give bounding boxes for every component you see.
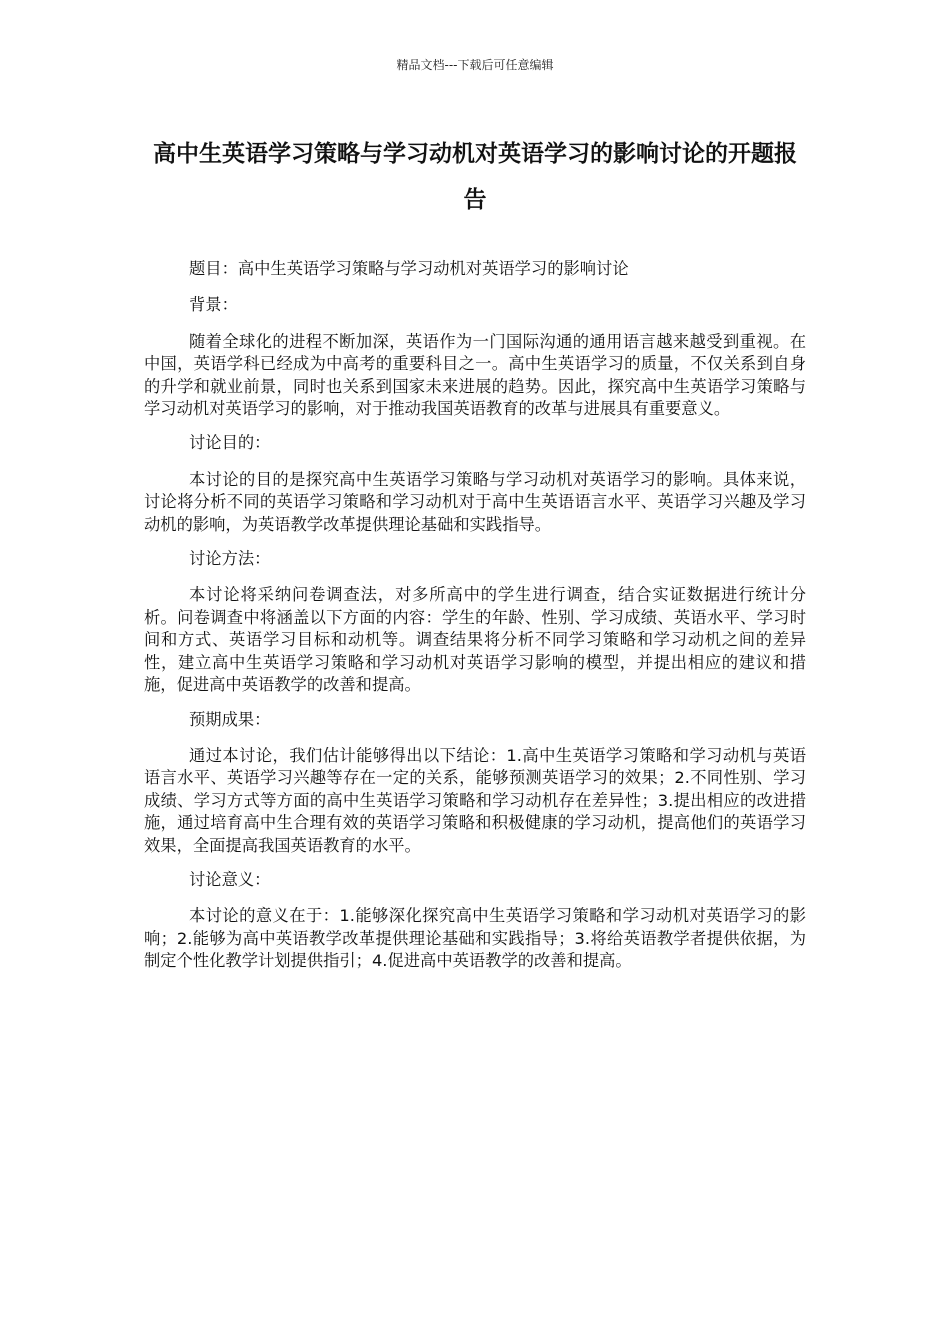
topic-line: 题目：高中生英语学习策略与学习动机对英语学习的影响讨论 <box>189 259 629 278</box>
document-title: 高中生英语学习策略与学习动机对英语学习的影响讨论的开题报告 <box>153 141 797 213</box>
purpose-paragraph: 本讨论的目的是探究高中生英语学习策略与学习动机对英语学习的影响。具体来说，讨论将分析不同的英语学习策略和学习动机对于高中生英语语言水平、英语学习兴趣及学习动机的影响，为英语教学改革提供理论基础和实践指导。 <box>144 469 806 534</box>
background-paragraph: 随着全球化的进程不断加深，英语作为一门国际沟通的通用语言越来越受到重视。在中国，英语学科已经成为中高考的重要科目之一。高中生英语学习的质量，不仅关系到自身的升学和就业前景，同时也关系到国家未来进展的趋势。因此，探究高中生英语学习策略与学习动机对英语学习的影响，对于推动我国英语教育的改革与进展具有重要意义。 <box>144 331 806 419</box>
expected-results-paragraph: 通过本讨论，我们估计能够得出以下结论：1.高中生英语学习策略和学习动机与英语语言水平、英语学习兴趣等存在一定的关系，能够预测英语学习的效果；2.不同性别、学习成绩、学习方式等方面的高中生英语学习策略和学习动机存在差异性；3.提出相应的改进措施，通过培育高中生合理有效的英语学习策略和积极健康的学习动机，提高他们的英语学习效果，全面提高我国英语教育的水平。 <box>144 745 806 855</box>
method-label: 讨论方法： <box>189 549 271 569</box>
document-body <box>144 258 806 985</box>
purpose-label: 讨论目的： <box>189 433 271 453</box>
significance-label: 讨论意义： <box>189 869 271 889</box>
background-label: 背景： <box>189 295 238 315</box>
header-note: 精品文档---下载后可任意编辑 <box>396 58 554 72</box>
method-paragraph: 本讨论将采纳问卷调查法，对多所高中的学生进行调查，结合实证数据进行统计分析。问卷调查中将涵盖以下方面的内容：学生的年龄、性别、学习成绩、英语水平、学习时间和方式、英语学习目标和动机等。调查结果将分析不同学习策略和学习动机之间的差异性，建立高中生英语学习策略和学习动机对英语学习影响的模型，并提出相应的建议和措施，促进高中英语教学的改善和提高。 <box>144 585 806 695</box>
expected-results-label: 预期成果： <box>189 709 271 729</box>
significance-paragraph: 本讨论的意义在于：1.能够深化探究高中生英语学习策略和学习动机对英语学习的影响；2.能够为高中英语教学改革提供理论基础和实践指导；3.将给英语教学者提供依据，为制定个性化教学计划提供指引；4.促进高中英语教学的改善和提高。 <box>144 906 806 971</box>
